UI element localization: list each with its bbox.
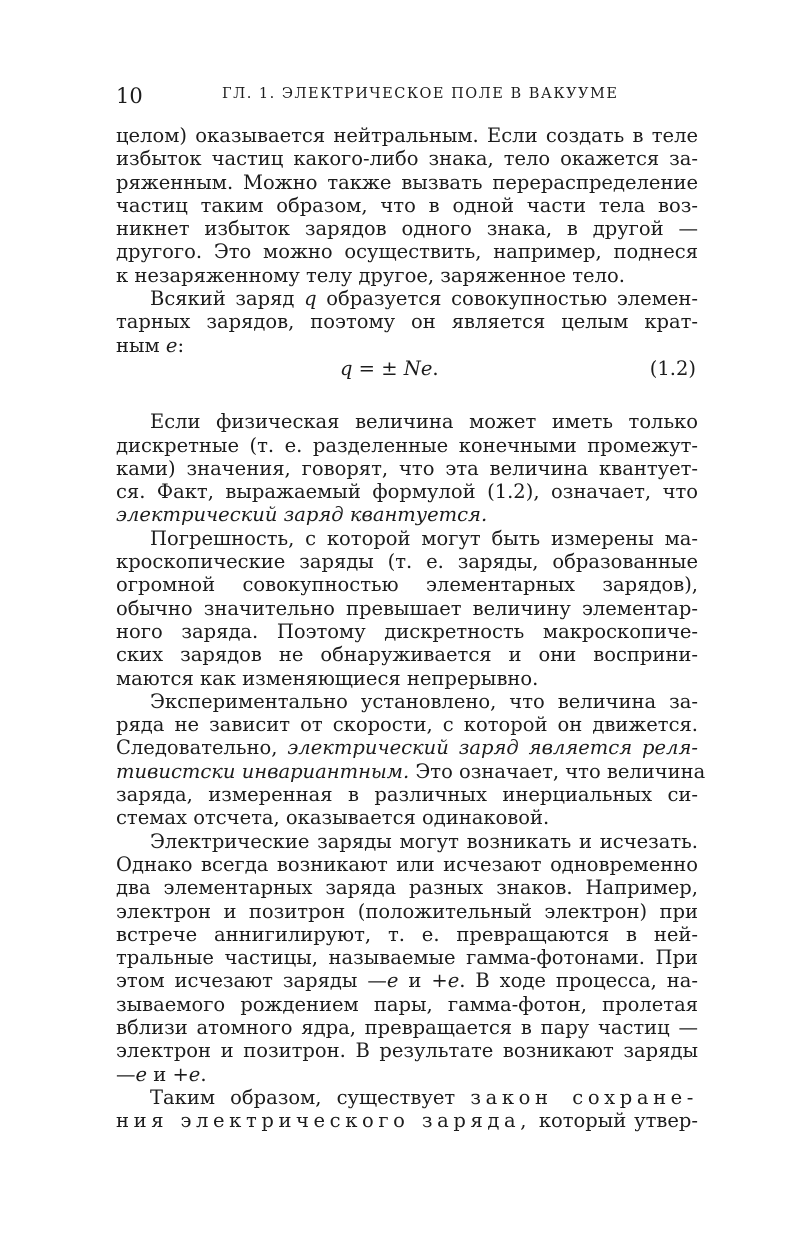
text-line: огромной совокупностью элементарных зарядов),: [116, 573, 698, 597]
text-line: маются как изменяющиеся непрерывно.: [116, 666, 539, 690]
formula-period: .: [432, 356, 439, 380]
text-span: и +: [398, 969, 448, 993]
formula-line: [116, 357, 698, 380]
text-line: Электрические заряды могут возникать и исчезать.: [150, 829, 698, 853]
formula-relation: = ±: [352, 356, 404, 380]
text-line: заряда, измеренная в различных инерциальных си-: [116, 783, 698, 807]
text-span: . В ходе процесса, на-: [459, 969, 698, 993]
e-symbol: e: [386, 969, 399, 993]
page-number: 10: [116, 84, 143, 108]
text-line: к незаряженному телу другое, заряженное тело.: [116, 263, 625, 287]
text-line: [116, 1109, 698, 1132]
text-span: который утвер-: [531, 1109, 698, 1133]
text-line: тарных зарядов, поэтому он является целым крат-: [116, 310, 698, 334]
text-line: ряженным. Можно также вызвать перераспределение: [116, 170, 698, 194]
text-line: Если физическая величина может иметь только: [150, 410, 698, 434]
text-line: Экспериментально установлено, что величина за-: [150, 689, 698, 713]
text-line: избыток частиц какого-либо знака, тело окажется за-: [116, 147, 698, 171]
e-symbol: e: [165, 333, 178, 357]
emphasis: электрический заряд является реля-: [287, 736, 698, 760]
e-symbol: e: [447, 969, 460, 993]
emphasis-spaced: закон сохране-: [470, 1085, 698, 1109]
text-line: кроскопические заряды (т. е. заряды, образованные: [116, 550, 698, 574]
page-body: [116, 124, 706, 1133]
text-line: целом) оказывается нейтральным. Если создать в теле: [116, 124, 698, 147]
text-line: электрон и позитрон (положительный электрон) при: [116, 899, 698, 923]
text-line: [116, 736, 698, 759]
text-line: зываемого рождением пары, гамма-фотон, пролетая: [116, 992, 698, 1016]
text-line: обычно значительно превышает величину элементар-: [116, 596, 698, 620]
text-line: стемах отсчета, оказывается одинаковой.: [116, 806, 550, 830]
text-line: [116, 1086, 698, 1109]
text-span: образуется совокупностью элемен-: [316, 287, 698, 311]
text-span: Всякий заряд: [150, 287, 305, 311]
text-span: Следовательно,: [116, 736, 288, 760]
text-line: дискретные (т. е. разделенные конечными промежут-: [116, 433, 698, 457]
emphasis: тивистски инвариантным.: [116, 759, 410, 783]
emphasis-spaced: ния электрического заряда,: [116, 1109, 531, 1133]
text-line: [116, 287, 698, 310]
emphasis: электрический заряд квантуется.: [116, 503, 488, 527]
text-line: электрон и позитрон. В результате возникают заряды: [116, 1039, 698, 1063]
text-line: [116, 334, 698, 357]
text-line: Погрешность, с которой могут быть измерены ма-: [150, 526, 698, 550]
text-line: встрече аннигилируют, т. е. превращаются в ней-: [116, 922, 698, 946]
text-span: —: [116, 1062, 136, 1086]
running-head: ГЛ. 1. ЭЛЕКТРИЧЕСКОЕ ПОЛЕ В ВАКУУМЕ: [222, 86, 619, 102]
text-line: ками) значения, говорят, что эта величина квантует-: [116, 456, 698, 480]
formula: [340, 357, 439, 380]
text-line: [116, 1063, 698, 1086]
text-line: ся. Факт, выражаемый формулой (1.2), означает, что: [116, 480, 698, 504]
text-line: [116, 503, 698, 526]
text-line: два элементарных заряда разных знаков. Например,: [116, 876, 698, 900]
text-line: никнет избыток зарядов одного знака, в другой —: [116, 217, 698, 241]
formula-q: q: [340, 356, 353, 380]
text-line: вблизи атомного ядра, превращается в пару частиц —: [116, 1015, 698, 1039]
text-line: ного заряда. Поэтому дискретность макроскопиче-: [116, 619, 698, 643]
text-line: ских зарядов не обнаруживается и они восприни-: [116, 643, 698, 667]
text-line: ряда не зависит от скорости, с которой он движется.: [116, 713, 698, 737]
text-line: частиц таким образом, что в одной части тела воз-: [116, 193, 698, 217]
text-span: и +: [147, 1062, 189, 1086]
e-symbol: e: [188, 1062, 201, 1086]
text-span: .: [200, 1062, 207, 1086]
text-span: Это означает, что величина: [409, 759, 706, 783]
e-symbol: e: [135, 1062, 148, 1086]
text-span: этом исчезают заряды —: [116, 969, 387, 993]
formula-number: (1.2): [649, 356, 696, 380]
text-line: [116, 969, 698, 992]
text-line: тральные частицы, называемые гамма-фотонами. При: [116, 946, 698, 970]
text-span: Таким образом, существует: [150, 1085, 471, 1109]
text-line: [116, 759, 706, 783]
text-span: ным: [116, 333, 166, 357]
text-line: другого. Это можно осуществить, например, поднеся: [116, 240, 698, 264]
text-span: :: [177, 333, 185, 357]
formula-ne: Ne: [403, 356, 433, 380]
spacer: [116, 380, 698, 410]
text-line: Однако всегда возникают или исчезают одновременно: [116, 852, 698, 876]
q-symbol: q: [304, 287, 317, 311]
